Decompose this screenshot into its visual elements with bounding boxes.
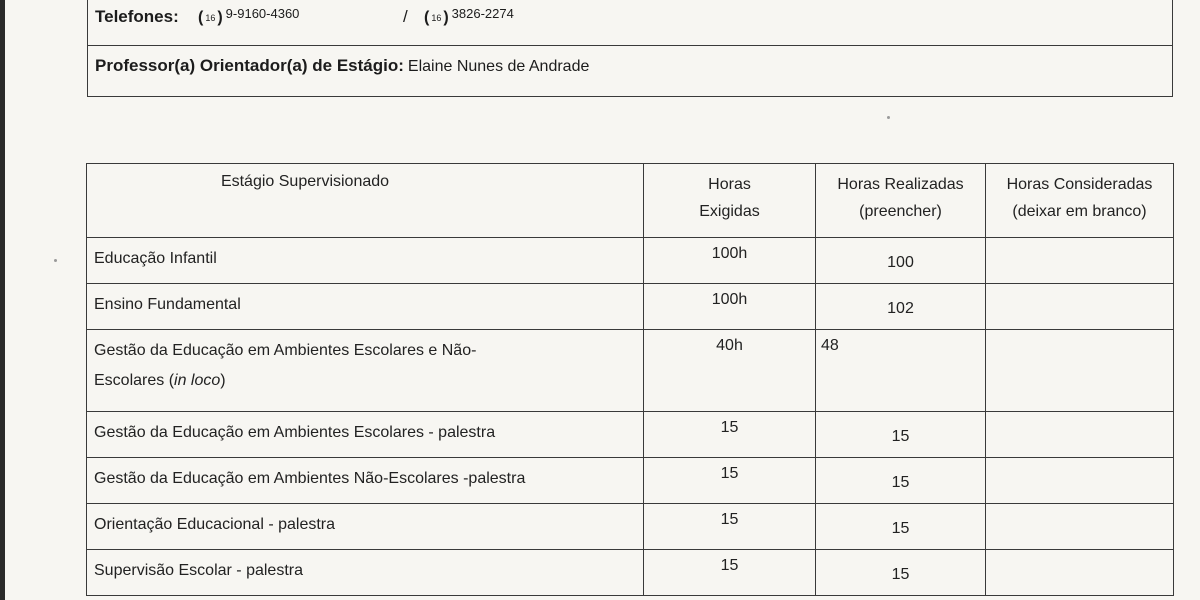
table-title: Estágio Supervisionado (87, 164, 644, 238)
stage-name-line1: Gestão da Educação em Ambientes Escolares e Não- (94, 342, 477, 359)
required-hours: 100h (644, 238, 816, 284)
stage-name: Ensino Fundamental (87, 284, 644, 330)
table-row (87, 458, 1174, 504)
table-row (87, 238, 1174, 284)
header-done-line2: (preencher) (859, 203, 942, 220)
required-hours: 100h (644, 284, 816, 330)
required-hours: 40h (644, 330, 816, 412)
considered-hours-field (986, 458, 1174, 504)
stage-name (87, 330, 644, 412)
done-hours-field[interactable]: 100 (816, 238, 986, 284)
header-done-hours (816, 164, 986, 238)
header-required-line1: Horas (708, 176, 751, 193)
contact-info-box (87, 0, 1173, 97)
table-row (87, 330, 1174, 412)
considered-hours-field (986, 412, 1174, 458)
done-hours-field[interactable]: 15 (816, 550, 986, 596)
header-considered-hours (986, 164, 1174, 238)
header-required-line2: Exigidas (699, 203, 760, 220)
done-hours-field[interactable]: 15 (816, 412, 986, 458)
header-considered-line2: (deixar em branco) (1012, 203, 1147, 220)
phone-1: ( 16 ) 9-9160-4360 (198, 6, 300, 26)
stage-name: Gestão da Educação em Ambientes Não-Escolares -palestra (87, 458, 644, 504)
required-hours: 15 (644, 412, 816, 458)
table-row (87, 412, 1174, 458)
advisor-name: Elaine Nunes de Andrade (407, 58, 590, 75)
table-header-row (87, 164, 1174, 238)
phone-2-number: 3826-2274 (451, 6, 514, 21)
stage-name: Educação Infantil (87, 238, 644, 284)
considered-hours-field (986, 238, 1174, 284)
required-hours: 15 (644, 458, 816, 504)
required-hours: 15 (644, 550, 816, 596)
phone-separator: / (403, 7, 408, 26)
stage-name-line2-suffix: ) (220, 372, 226, 389)
advisor-label (95, 56, 589, 76)
required-hours: 15 (644, 504, 816, 550)
phone-1-area-code: 16 (205, 13, 216, 24)
scan-speck (54, 259, 57, 262)
done-hours-field[interactable]: 15 (816, 458, 986, 504)
phone-2-area-code: 16 (431, 13, 442, 24)
table-row (87, 284, 1174, 330)
phone-2: ( 16 ) 3826-2274 (424, 6, 514, 26)
advisor-label-text: Professor(a) Orientador(a) de Estágio: (95, 56, 404, 75)
phones-row (88, 0, 1172, 46)
scan-speck (887, 116, 890, 119)
header-done-line1: Horas Realizadas (837, 176, 964, 193)
phone-1-number: 9-9160-4360 (225, 6, 300, 21)
internship-hours-table (86, 163, 1174, 596)
considered-hours-field (986, 504, 1174, 550)
stage-name: Gestão da Educação em Ambientes Escolares - palestra (87, 412, 644, 458)
stage-name: Supervisão Escolar - palestra (87, 550, 644, 596)
done-hours-field[interactable]: 15 (816, 504, 986, 550)
considered-hours-field (986, 550, 1174, 596)
considered-hours-field (986, 284, 1174, 330)
header-considered-line1: Horas Consideradas (1006, 176, 1153, 193)
advisor-row (88, 45, 1172, 96)
table-row (87, 550, 1174, 596)
done-hours-field[interactable]: 102 (816, 284, 986, 330)
table-row (87, 504, 1174, 550)
stage-name-italic: in loco (174, 372, 221, 389)
scan-edge (0, 0, 5, 600)
header-required-hours (644, 164, 816, 238)
stage-name-line2-prefix: Escolares ( (94, 372, 175, 389)
stage-name: Orientação Educacional - palestra (87, 504, 644, 550)
phones-label: Telefones: (95, 7, 179, 26)
considered-hours-field (986, 330, 1174, 412)
done-hours-field[interactable]: 48 (816, 330, 986, 412)
